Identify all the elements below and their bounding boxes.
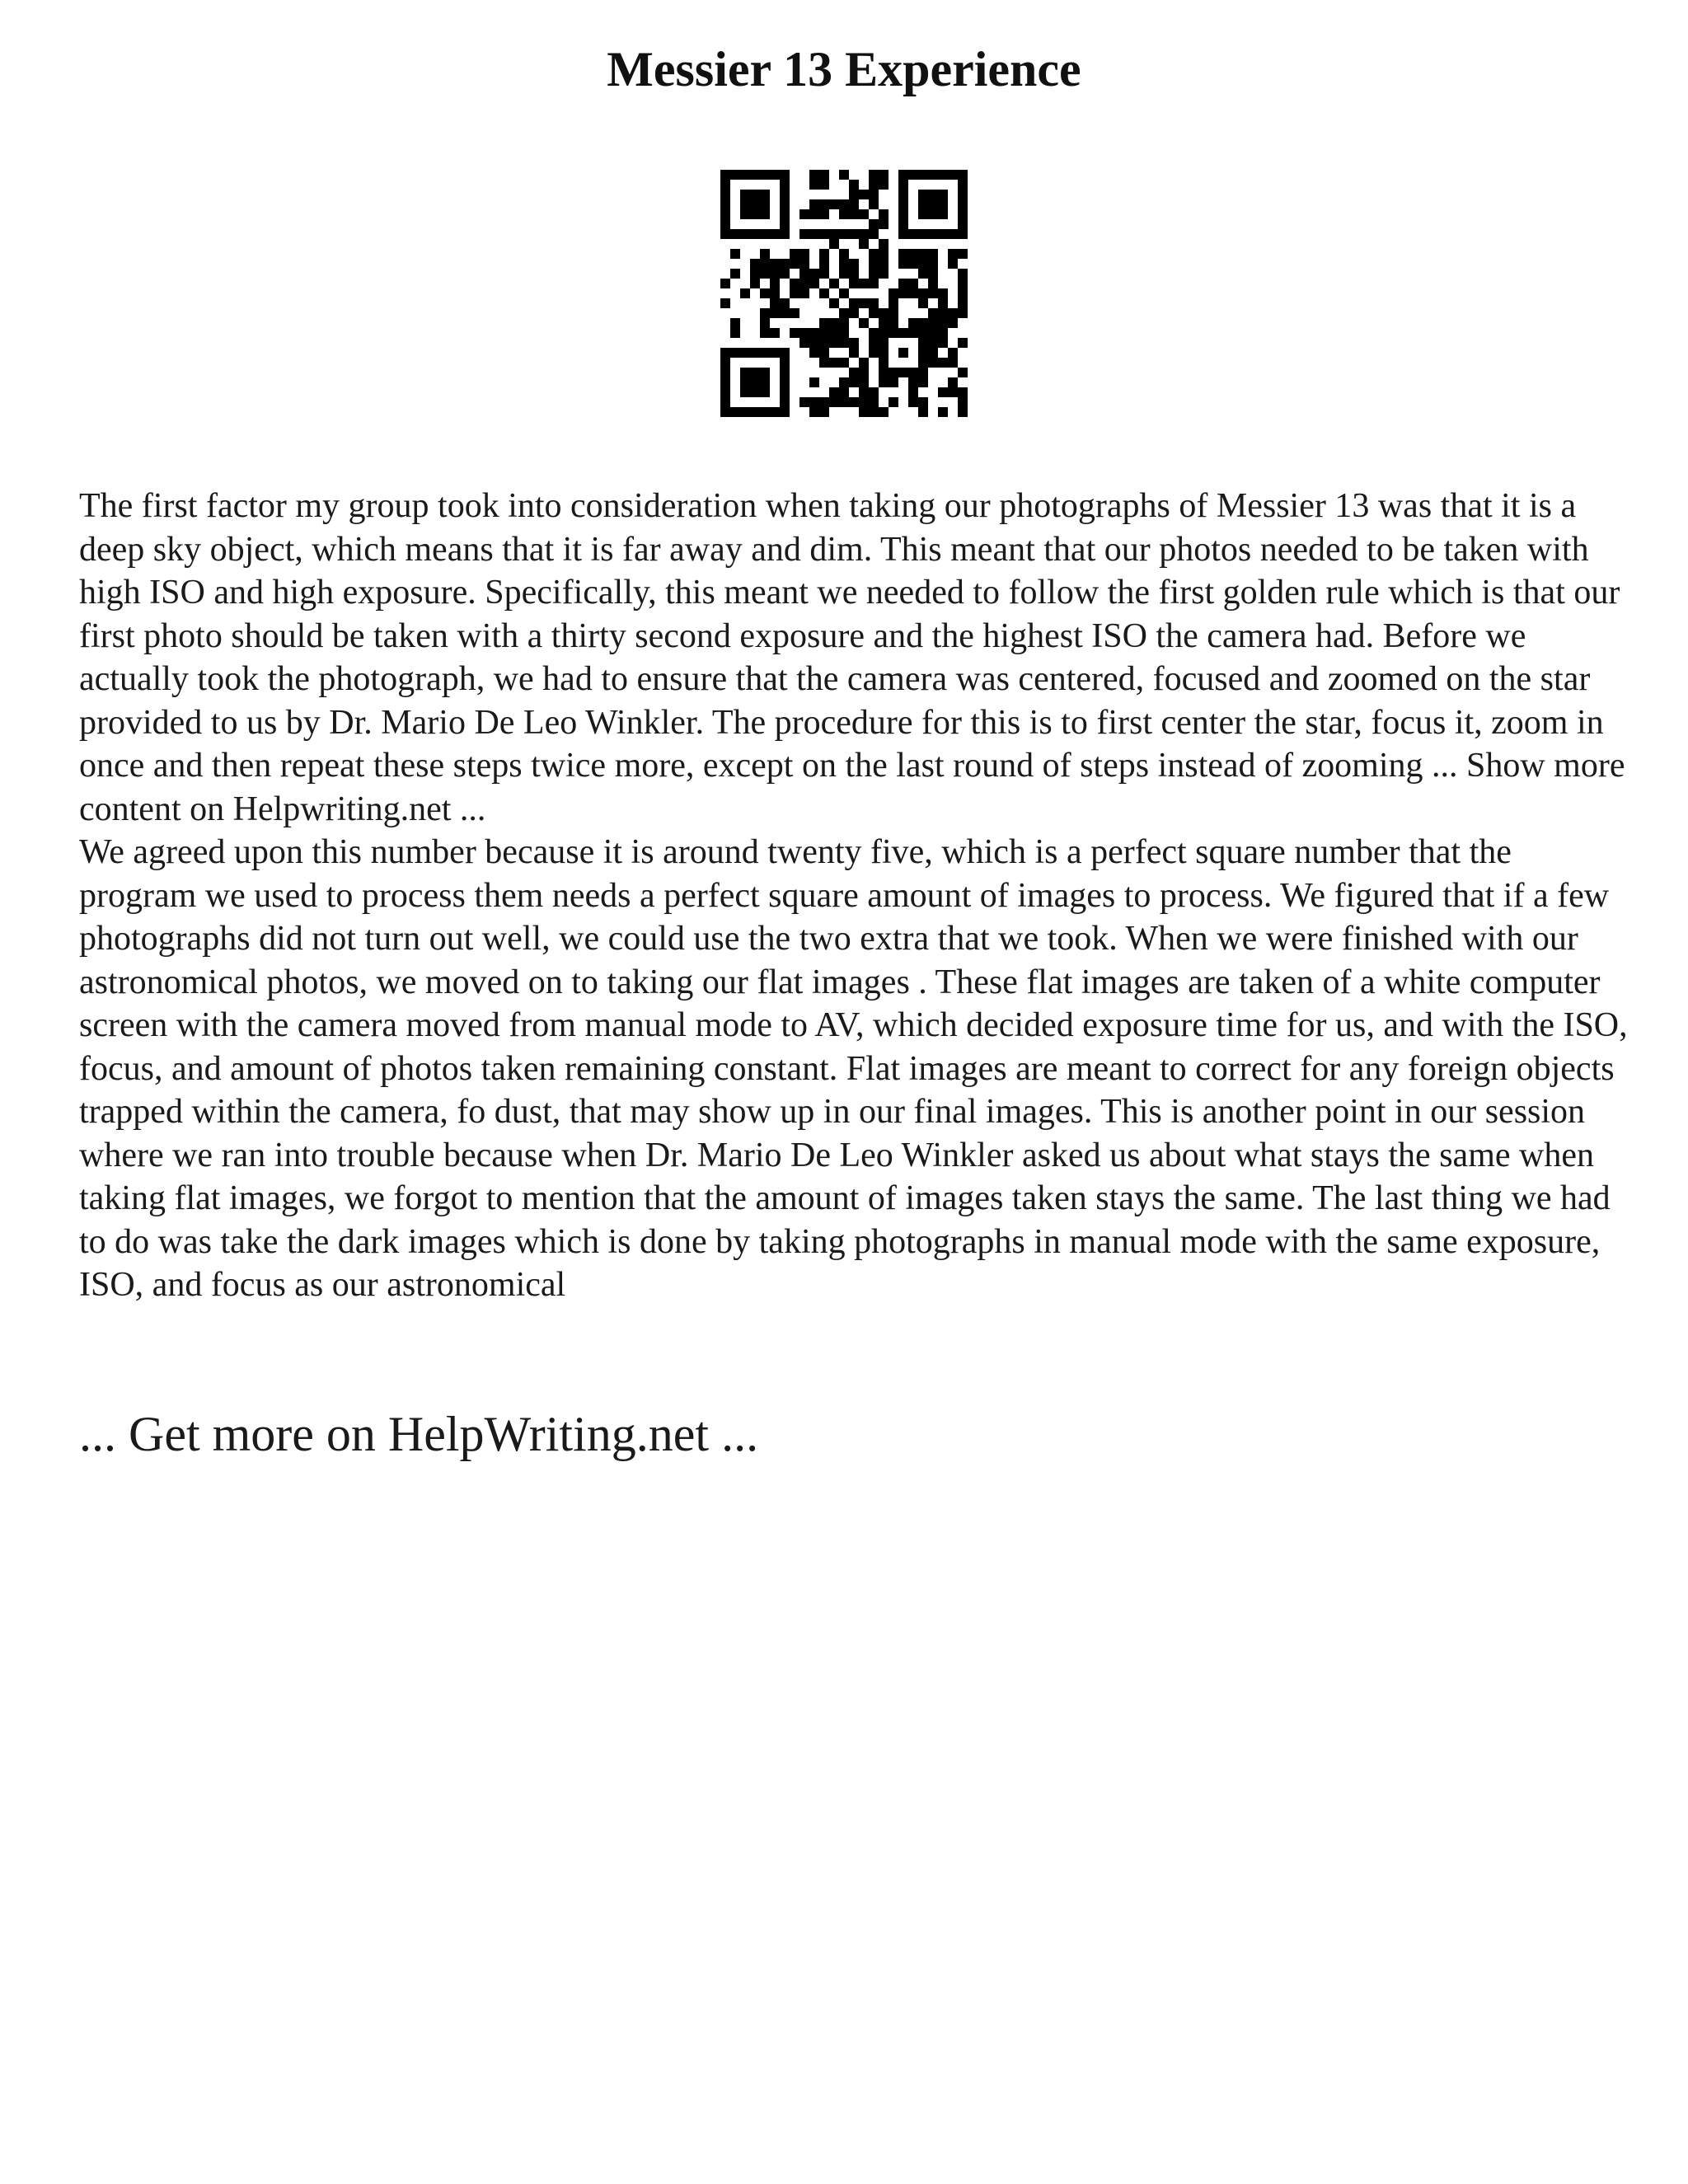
page-title: Messier 13 Experience [607,42,1081,96]
qr-modules [720,170,968,417]
paragraph-2: We agreed upon this number because it is around twenty five, which is a perfect square number that the program we used to process them needs a perfect square amount of images to process. We figured that if a few photographs did not turn out well, we could use the two extra that we took. When we were finished with our astronomical photos, we moved on to taking our flat images . These flat images are taken of a white computer screen with the camera moved from manual mode to AV, which decided exposure time for us, and with the ISO, focus, and amount of photos taken remaining constant. Flat images are meant to correct for any foreign objects trapped within the camera, fo dust, that may show up in our final images. This is another point in our session where we ran into trouble because when Dr. Mario De Leo Winkler asked us about what stays the same when taking flat images, we forgot to mention that the amount of images taken stays the same. The last thing we had to do was take the dark images which is done by taking photographs in manual mode with the same exposure, ISO, and focus as our astronomical [79,833,1628,1304]
qr-code-graphic [720,170,968,417]
get-more-link[interactable]: ... Get more on HelpWriting.net ... [79,1407,759,1461]
article-body [79,485,1629,1307]
qr-code-icon [720,170,968,417]
paragraph-1: The first factor my group took into consideration when taking our photographs of Messier 13 was that it is a deep sky object, which means that it is far away and dim. This meant that our photos needed to be taken with high ISO and high exposure. Specifically, this meant we needed to follow the first golden rule which is that our first photo should be taken with a thirty second exposure and the highest ISO the camera had. Before we actually took the photograph, we had to ensure that the camera was centered, focused and zoomed on the star provided to us by Dr. Mario De Leo Winkler. The procedure for this is to first center the star, focus it, zoom in once and then repeat these steps twice more, except on the last round of steps instead of zooming ... Show more content on Helpwriting.net ... [79,487,1625,828]
